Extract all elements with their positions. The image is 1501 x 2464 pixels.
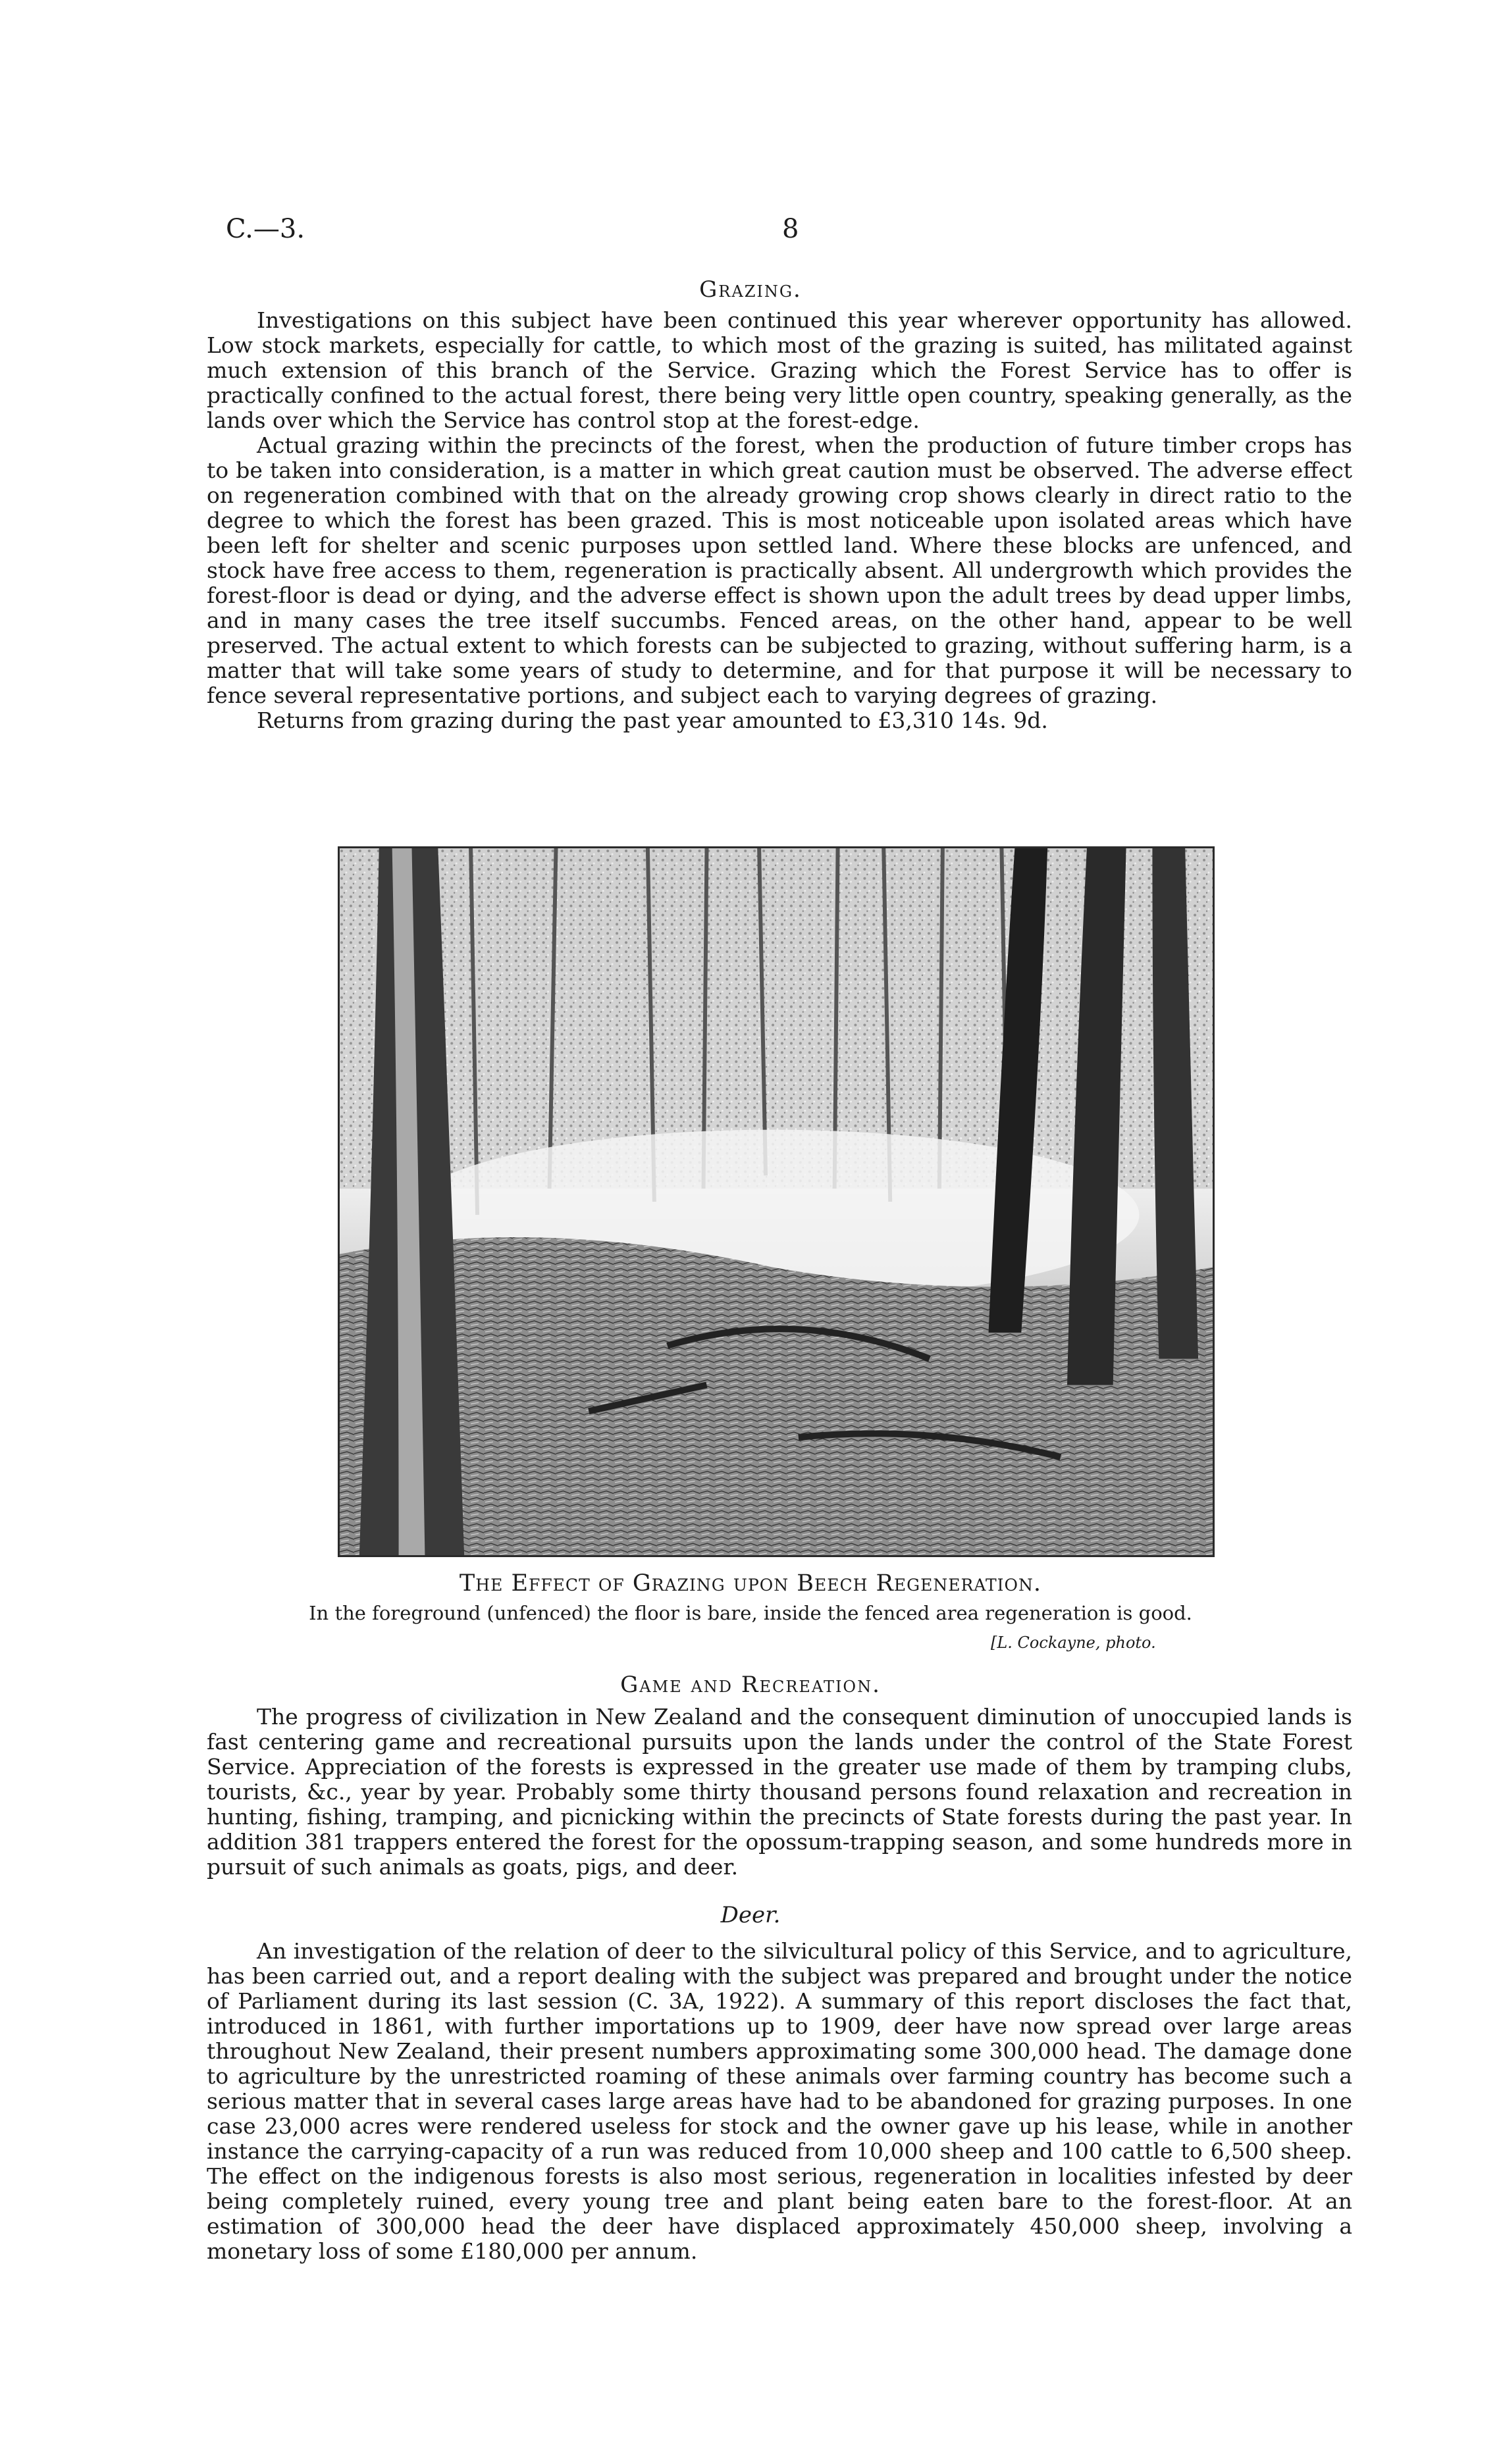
game-recreation-heading: Game and Recreation. xyxy=(620,1672,881,1698)
forest-illustration xyxy=(340,848,1213,1555)
grazing-body xyxy=(207,308,1352,733)
figure-caption-title: The Effect of Grazing upon Beech Regeneration. xyxy=(459,1570,1042,1597)
paragraph: Actual grazing within the precincts of the forest, when the production of future timber crops has to be taken into consideration, is a matter in which great caution must be observed. The adverse effect on regeneration combined with that on the already growing crop shows clearly in direct ratio to the degree to which the forest has been grazed. This is most noticeable upon isolated areas which have been left for shelter and scenic purposes upon settled land. Where these blocks are unfenced, and stock have free access to them, regeneration is practically absent. All undergrowth which provides the forest-floor is dead or dying, and the adverse effect is shown upon the adult trees by dead upper limbs, and in many cases the tree itself succumbs. Fenced areas, on the other hand, appear to be well preserved. The actual extent to which forests can be subjected to grazing, without suffering harm, is a matter that will take some years of study to determine, and for that purpose it will be necessary to fence several representative portions, and subject each to varying degrees of grazing. xyxy=(207,432,1352,708)
photo-credit: [L. Cockayne, photo. xyxy=(991,1633,1156,1652)
page-number: 8 xyxy=(782,214,799,244)
beech-forest-photo xyxy=(338,846,1215,1557)
paragraph: Investigations on this subject have been continued this year wherever opportunity has allowed. Low stock markets, especially for cattle, to which most of the grazing is suited, has militated against much extension of this branch of the Service. Grazing which the Forest Service has to offer is practically confined to the actual forest, there being very little open country, speaking generally, as the lands over which the Service has control stop at the forest-edge. xyxy=(207,307,1352,433)
game-recreation-body xyxy=(207,1705,1352,1880)
deer-heading: Deer. xyxy=(720,1902,781,1928)
figure-caption-text: In the foreground (unfenced) the floor is bare, inside the fenced area regeneration is good. xyxy=(309,1602,1192,1624)
paragraph: The progress of civilization in New Zealand and the consequent diminution of unoccupied lands is fast centering game and recreational pursuits upon the lands under the control of the State Forest Service. Appreciation of the forests is expressed in the greater use made of them by tramping clubs, tourists, &c., year by year. Probably some thirty thousand persons found relaxation and recreation in hunting, fishing, tramping, and picnicking within the precincts of State forests during the past year. In addition 381 trappers entered the forest for the opossum-trapping season, and some hundreds more in pursuit of such animals as goats, pigs, and deer. xyxy=(207,1704,1352,1880)
document-reference: C.—3. xyxy=(226,214,305,244)
paragraph: Returns from grazing during the past year amounted to £3,310 14s. 9d. xyxy=(257,707,1048,733)
grazing-heading: Grazing. xyxy=(699,276,802,303)
paragraph: An investigation of the relation of deer to the silvicultural policy of this Service, and to agriculture, has been carried out, and a report dealing with the subject was prepared and brought under the notice of Parliament during its last session (C. 3A, 1922). A summary of this report discloses the fact that, introduced in 1861, with further importations up to 1909, deer have now spread over large areas throughout New Zealand, their present numbers approximating some 300,000 head. The damage done to agriculture by the unrestricted roaming of these animals over farming country has become such a serious matter that in several cases large areas have had to be abandoned for grazing purposes. In one case 23,000 acres were rendered useless for stock and the owner gave up his lease, while in another instance the carrying-capacity of a run was reduced from 10,000 sheep and 100 cattle to 6,500 sheep. The effect on the indigenous forests is also most serious, regeneration in localities infested by deer being completely ruined, every young tree and plant being eaten bare to the forest-floor. At an estimation of 300,000 head the deer have displaced approximately 450,000 sheep, involving a monetary loss of some £180,000 per annum. xyxy=(207,1938,1352,2264)
deer-body xyxy=(207,1939,1352,2264)
